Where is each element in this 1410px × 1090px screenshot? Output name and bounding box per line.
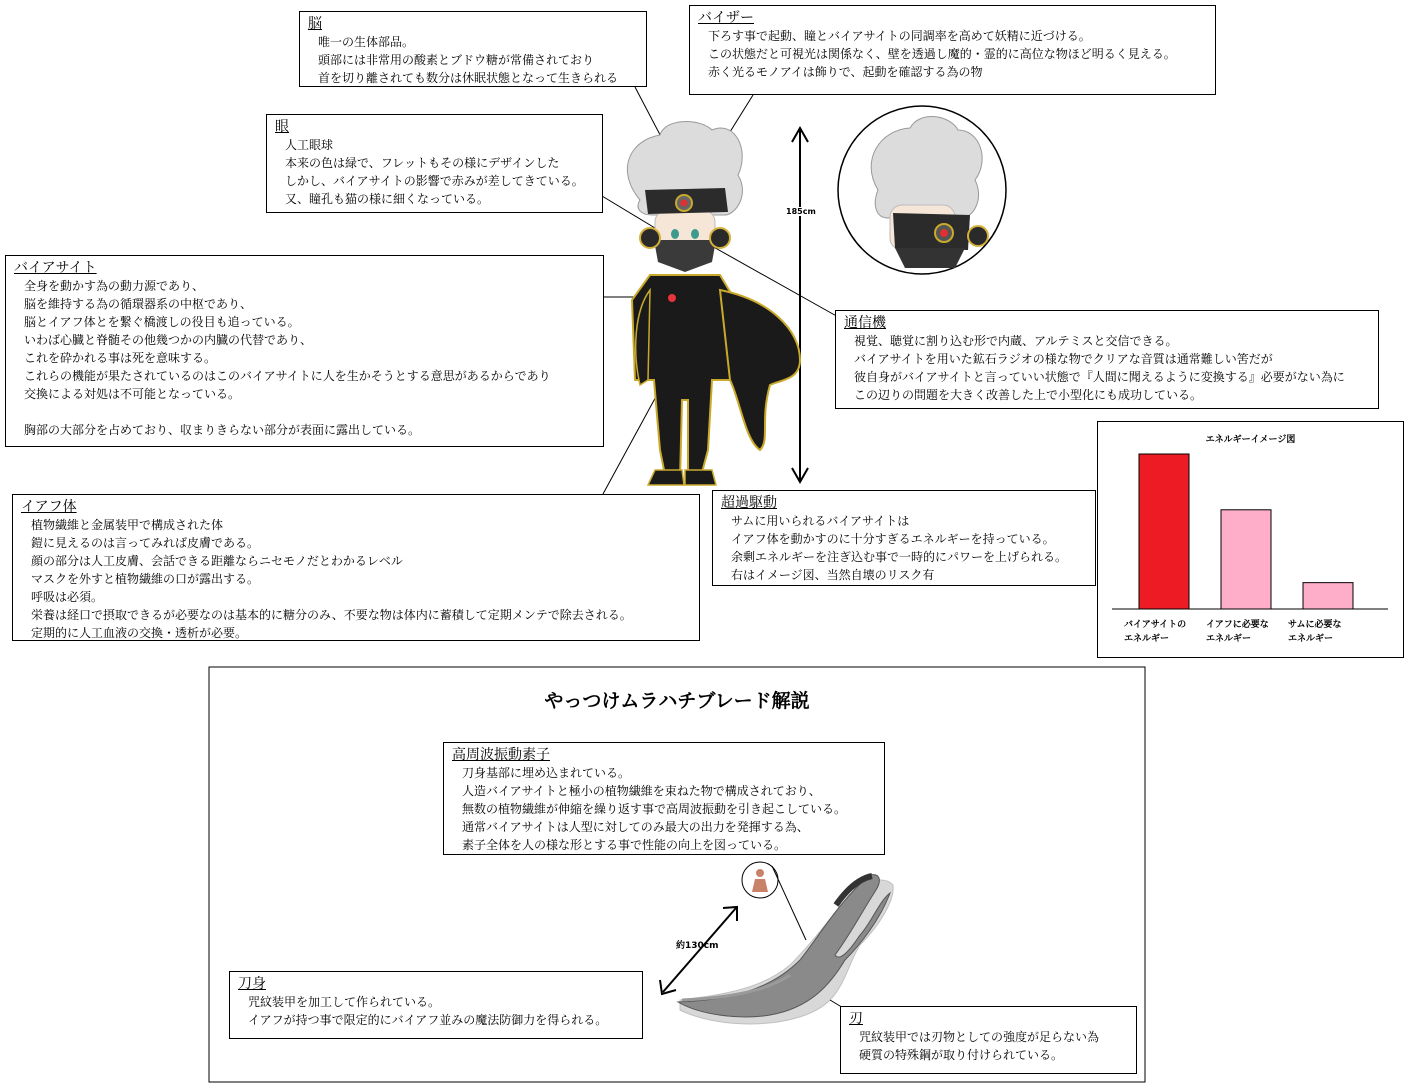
edge-line: 咒紋装甲では刃物としての強度が足らない為 — [859, 1030, 1100, 1044]
visor-line: 赤く光るモノアイは飾りで、起動を確認する為の物 — [708, 65, 983, 79]
eye-title: 眼 — [275, 119, 289, 135]
visor-line: 下ろす事で起動、瞳とバイアサイトの同調率を高めて妖精に近づける。 — [708, 29, 1091, 43]
chart-category-label: エネルギー — [1288, 634, 1334, 644]
blade-body-line: イアフが持つ事で限定的にバイアフ並みの魔法防御力を得られる。 — [248, 1013, 608, 1027]
brain-note — [299, 11, 647, 87]
element-circle — [742, 862, 806, 940]
biocyte-line — [14, 403, 597, 421]
iaf-line: 定期的に人工血液の交換・透析が必要。 — [31, 626, 248, 640]
comm-line: この辺りの問題を大きく改善した上で小型化にも成功している。 — [854, 388, 1203, 402]
iaf-line: マスクを外すと植物繊維の口が露出する。 — [31, 572, 260, 586]
chart-plot — [1098, 422, 1403, 657]
iaf-note — [12, 494, 700, 641]
chart-title: エネルギーイメージ図 — [1205, 435, 1296, 445]
chart-category-label: サムに必要な — [1288, 620, 1342, 630]
biocyte-line: これを砕かれる事は死を意味する。 — [24, 351, 217, 365]
edge-note — [840, 1006, 1137, 1074]
iaf-line: 栄養は経口で摂取できるが必要なのは基本的に糖分のみ、不要な物は体内に蓄積して定期メンテで除去される。 — [31, 608, 632, 622]
biocyte-line: 胸部の大部分を占めており、収まりきらない部分が表面に露出している。 — [24, 423, 421, 437]
overdrive-title: 超過駆動 — [721, 495, 777, 511]
eye-line: 本来の色は緑で、フレットもその様にデザインした — [285, 156, 560, 170]
hfv-line: 人造バイアサイトと極小の植物繊維を束ねた物で構成されており、 — [462, 784, 821, 798]
overdrive-line: サムに用いられるバイアサイトは — [731, 514, 910, 528]
iaf-line: 植物繊維と金属装甲で構成された体 — [31, 518, 224, 532]
biocyte-line: 交換による対処は不可能となっている。 — [24, 387, 241, 401]
iaf-line: 鎧に見えるのは言ってみれば皮膚である。 — [31, 536, 260, 550]
chart-category-label: バイアサイトの — [1124, 620, 1187, 630]
iaf-line: 呼吸は必須。 — [31, 590, 104, 604]
biocyte-title: バイアサイト — [14, 260, 97, 276]
comm-line: 視覚、聴覚に割り込む形で内蔵、アルテミスと交信できる。 — [854, 334, 1178, 348]
chart-bar — [1221, 510, 1271, 609]
biocyte-line: 脳とイアフ体とを繋ぐ橋渡しの役目も追っている。 — [24, 315, 300, 329]
eye-line: しかし、バイアサイトの影響で赤みが差してきている。 — [285, 174, 584, 188]
energy-chart — [1097, 421, 1404, 658]
eye-note — [266, 114, 603, 213]
overdrive-line: イアフ体を動かすのに十分すぎるエネルギーを持っている。 — [731, 532, 1055, 546]
comm-note — [835, 310, 1379, 409]
overdrive-note — [712, 490, 1096, 586]
iaf-title: イアフ体 — [21, 499, 77, 515]
iaf-line: 顔の部分は人工皮膚、会話できる距離ならニセモノだとわかるレベル — [31, 554, 403, 568]
chart-bar — [1139, 454, 1189, 609]
blade-body-note — [229, 971, 643, 1039]
brain-line: 頭部には非常用の酸素とブドウ糖が常備されており — [318, 53, 595, 67]
hfv-line: 素子全体を人の様な形とする事で性能の向上を図っている。 — [462, 838, 787, 852]
comm-line: 彼自身がバイアサイトと言っていい状態で『人間に聞えるように変換する』必要がない為に — [854, 370, 1345, 384]
biocyte-note — [5, 255, 604, 447]
blade-body-line: 咒紋装甲を加工して作られている。 — [248, 995, 441, 1009]
biocyte-line: これらの機能が果たされているのはこのバイアサイトに人を生かそうとする意思があるからであり — [24, 369, 551, 383]
eye-line: 又、瞳孔も猫の様に細くなっている。 — [285, 192, 490, 206]
chart-category-label: エネルギー — [1206, 634, 1252, 644]
biocyte-line: 脳を維持する為の循環器系の中枢であり、 — [24, 297, 253, 311]
eye-line: 人工眼球 — [285, 138, 334, 152]
character-illustration — [627, 122, 800, 485]
brain-line: 首を切り離されても数分は休眠状態となって生きられる — [318, 71, 619, 85]
hfv-title: 高周波振動素子 — [452, 747, 550, 763]
brain-title: 脳 — [308, 16, 322, 32]
portrait-circle — [838, 106, 1006, 274]
chart-category-label: イアフに必要な — [1206, 620, 1269, 630]
overdrive-line: 右はイメージ図、当然自壊のリスク有 — [731, 568, 935, 582]
blade-section-title: やっつけムラハチブレード解説 — [544, 690, 810, 712]
hfv-line: 刀身基部に埋め込まれている。 — [462, 766, 631, 780]
overdrive-line: 余剰エネルギーを注ぎ込む事で一時的にパワーを上げられる。 — [731, 550, 1068, 564]
visor-title: バイザー — [698, 10, 754, 26]
edge-title: 刃 — [849, 1011, 863, 1027]
chart-bar — [1303, 583, 1353, 609]
hfv-line: 無数の植物繊維が伸縮を繰り返す事で高周波振動を引き起こしている。 — [462, 802, 847, 816]
height-arrow — [792, 128, 808, 482]
hfv-note — [443, 742, 885, 855]
edge-line: 硬質の特殊鋼が取り付けられている。 — [859, 1048, 1064, 1062]
blade-body-title: 刀身 — [238, 976, 266, 992]
comm-line: バイアサイトを用いた鉱石ラジオの様な物でクリアな音質は通常難しい筈だが — [854, 352, 1273, 366]
biocyte-line: いわば心臓と脊髄その他幾つかの内臓の代替であり、 — [24, 333, 313, 347]
visor-note — [689, 5, 1216, 95]
biocyte-line: 全身を動かす為の動力源であり、 — [24, 279, 205, 293]
chart-category-label: エネルギー — [1124, 634, 1170, 644]
hfv-line: 通常バイアサイトは人型に対してのみ最大の出力を発揮する為、 — [462, 820, 809, 834]
blade-length-label: 約130cm — [676, 941, 719, 951]
comm-title: 通信機 — [844, 315, 886, 331]
height-label: 185cm — [786, 207, 816, 216]
visor-line: この状態だと可視光は関係なく、壁を透過し魔的・霊的に高位な物ほど明るく見える。 — [708, 47, 1176, 61]
brain-line: 唯一の生体部品。 — [318, 35, 415, 49]
